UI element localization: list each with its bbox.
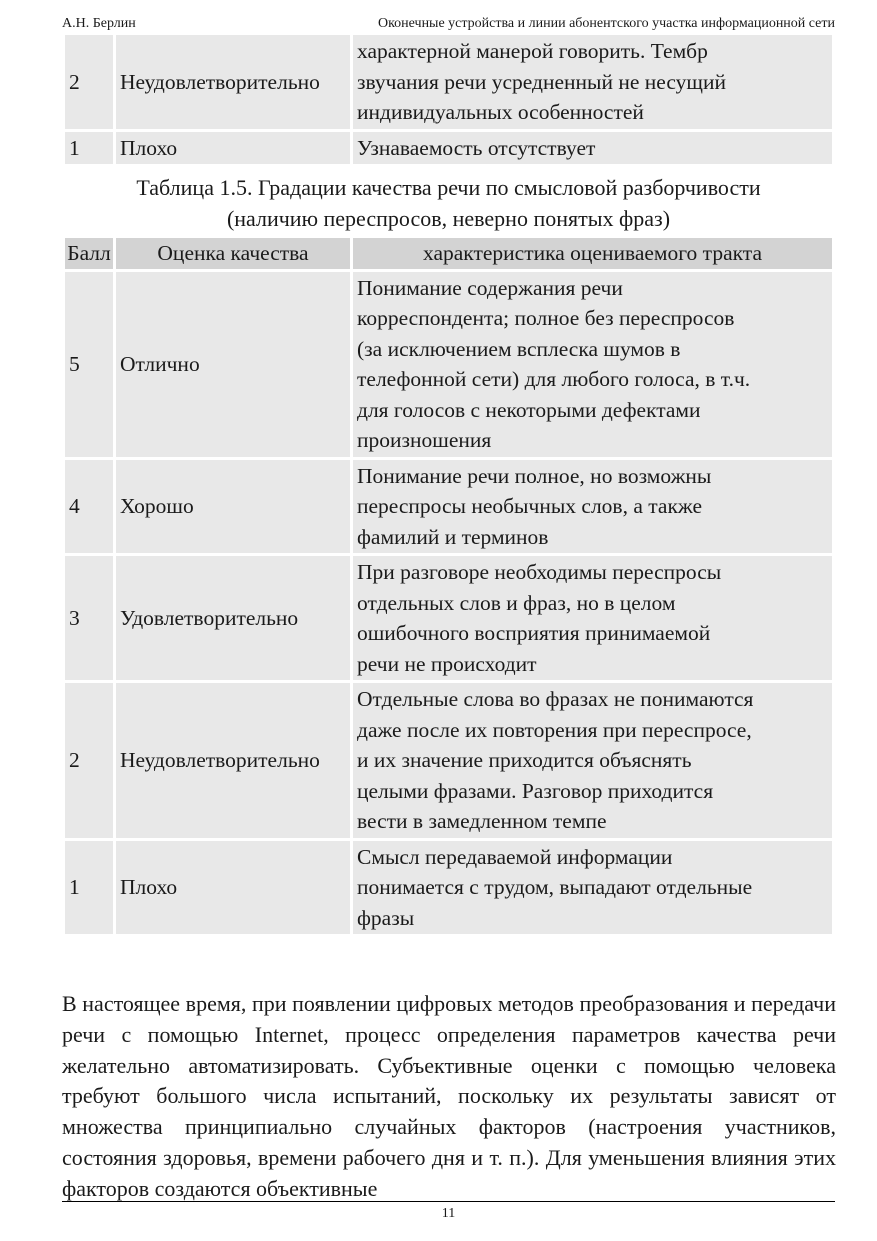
table-row (65, 556, 832, 680)
caption-line: Таблица 1.5. Градации качества речи по смысловой разборчивости (136, 175, 761, 200)
characteristic-cell (353, 35, 832, 129)
grade-cell: Плохо (116, 132, 350, 165)
characteristic-line: Понимание речи полное, но возможны (357, 463, 712, 488)
table-continuation (62, 32, 835, 167)
page-number: 11 (441, 1206, 456, 1221)
characteristic-line: При разговоре необходимы переспросы (357, 560, 722, 584)
table-row (65, 841, 832, 935)
characteristic-cell (353, 272, 832, 457)
characteristic-line: Узнаваемость отсутствует (357, 135, 596, 160)
score-cell: 2 (65, 683, 113, 838)
characteristic-line: телефонной сети) для любого голоса, в т.ч. (357, 367, 751, 391)
characteristic-line: переспросы необычных слов, а также (357, 494, 702, 518)
table-row (65, 683, 832, 838)
header-book-title: Оконечные устройства и линии абонентского участка информационной сети (377, 16, 835, 31)
score-cell: 4 (65, 460, 113, 554)
characteristic-line: даже после их повторения при переспросе, (357, 717, 752, 742)
grade-cell: Плохо (116, 841, 350, 935)
characteristic-line: индивидуальных особенностей (357, 100, 644, 124)
characteristic-line: Понимание содержания речи (357, 275, 623, 300)
score-cell: 5 (65, 272, 113, 457)
body-paragraph: В настоящее время, при появлении цифровых методов преобразования и передачи речи с помощью Internet, процесс определения параметров качества речи желательно автоматизировать. Субъективные оценки с помощью человека требуют большого числа испытаний, поскольку их результаты зависят от множества принципиально случайных факторов (настроения участников, состояния здоровья, времени рабочего дня и т. п.). Для уменьшения влияния этих факторов создаются объективные (62, 991, 836, 1201)
page-header (62, 14, 835, 34)
characteristic-line: речи не происходит (357, 651, 537, 676)
quality-grades-table (62, 235, 835, 937)
grade-cell: Отлично (116, 272, 350, 457)
header-author: А.Н. Берлин (62, 16, 136, 31)
characteristic-cell (353, 132, 832, 165)
characteristic-line: понимается с трудом, выпадают отдельные (357, 875, 753, 899)
score-cell: 1 (65, 841, 113, 935)
characteristic-line: ошибочного восприятия принимаемой (357, 621, 711, 645)
score-cell: 1 (65, 132, 113, 165)
header-characteristic: характеристика оцениваемого тракта (353, 238, 832, 269)
characteristic-line: Отдельные слова во фразах не понимаются (357, 687, 754, 711)
characteristic-line: отдельных слов и фраз, но в целом (357, 590, 676, 615)
score-cell: 2 (65, 35, 113, 129)
table-header-row (65, 238, 832, 269)
grade-cell: Неудовлетворительно (116, 683, 350, 838)
characteristic-cell (353, 841, 832, 935)
characteristic-line: и их значение приходится объяснять (357, 748, 692, 772)
characteristic-line: характерной манерой говорить. Тембр (357, 39, 708, 63)
table-row (65, 35, 832, 129)
characteristic-line: фразы (357, 905, 415, 930)
characteristic-cell (353, 556, 832, 680)
header-grade: Оценка качества (116, 238, 350, 269)
characteristic-line: фамилий и терминов (357, 524, 549, 549)
grade-cell: Неудовлетворительно (116, 35, 350, 129)
characteristic-cell (353, 460, 832, 554)
characteristic-line: Смысл передаваемой информации (357, 844, 673, 869)
caption-line: (наличию переспросов, неверно понятых фраз) (226, 206, 671, 231)
characteristic-line: для голосов с некоторыми дефектами (357, 397, 701, 422)
characteristic-line: корреспондента; полное без переспросов (357, 306, 735, 330)
header-score: Балл (65, 238, 113, 269)
characteristic-line: вести в замедленном темпе (357, 809, 607, 833)
score-cell: 3 (65, 556, 113, 680)
table-row (65, 460, 832, 554)
footer-divider (62, 1201, 835, 1202)
table-caption (62, 172, 835, 234)
characteristic-line: звучания речи усредненный не несущий (357, 69, 726, 94)
table-row (65, 132, 832, 165)
characteristic-line: целыми фразами. Разговор приходится (357, 778, 714, 803)
grade-cell: Удовлетворительно (116, 556, 350, 680)
table-row (65, 272, 832, 457)
characteristic-cell (353, 683, 832, 838)
characteristic-line: (за исключением всплеска шумов в (357, 336, 681, 361)
characteristic-line: произношения (357, 428, 492, 452)
grade-cell: Хорошо (116, 460, 350, 554)
